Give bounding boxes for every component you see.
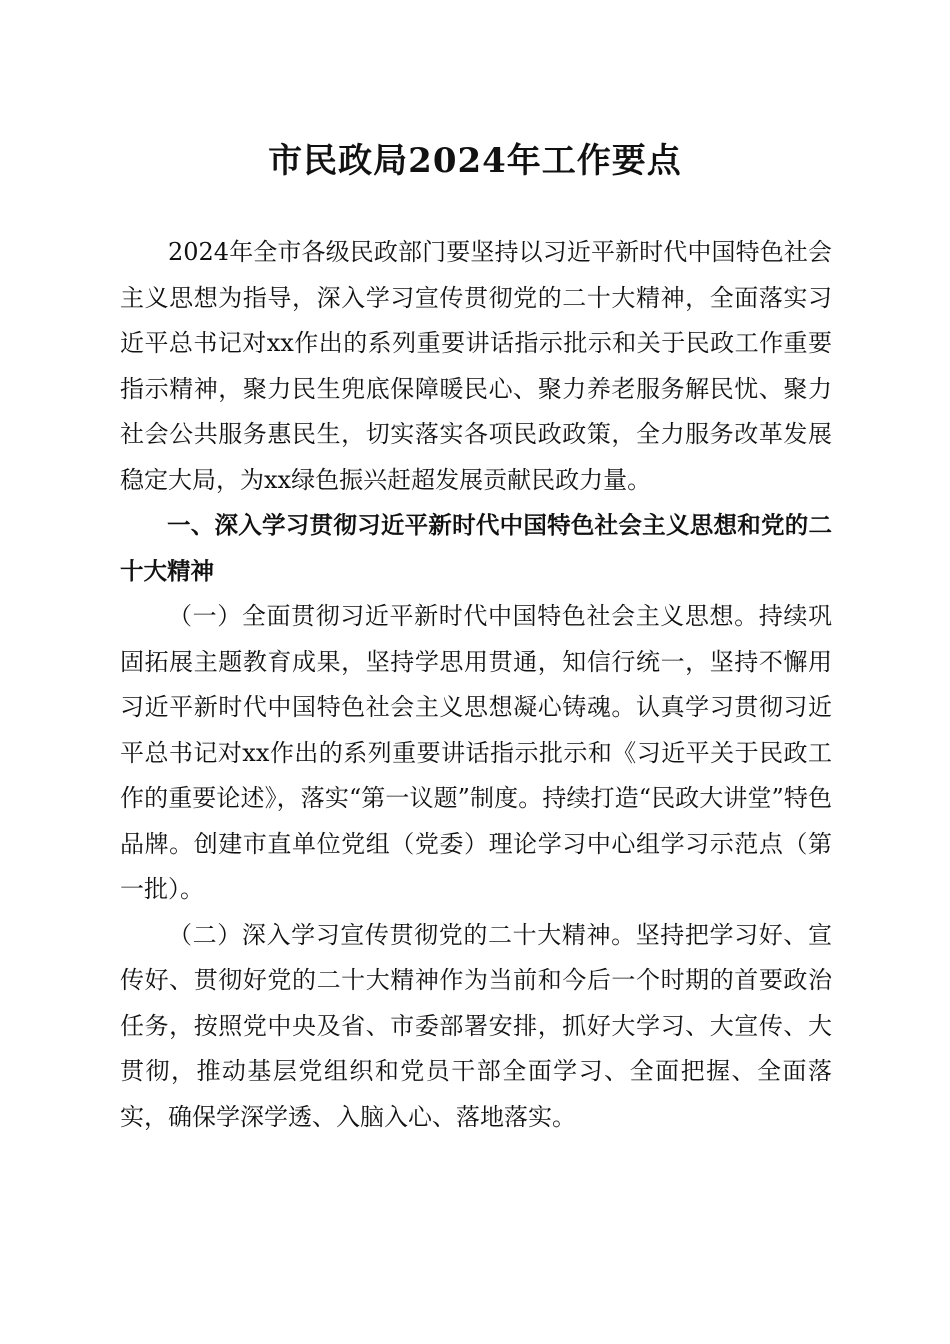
- section-heading-1: 一、深入学习贯彻习近平新时代中国特色社会主义思想和党的二十大精神: [120, 511, 832, 585]
- document-title: 市民政局2024年工作要点: [268, 141, 682, 181]
- subsection-paragraph-1: （一）全面贯彻习近平新时代中国特色社会主义思想。持续巩固拓展主题教育成果，坚持学思用贯通，知信行统一，坚持不懈用习近平新时代中国特色社会主义思想凝心铸魂。认真学习贯彻习近平总书记对xx作出的系列重要讲话指示批示和《习近平关于民政工作的重要论述》，落实“第一议题”制度。持续打造“民政大讲堂”特色品牌。创建市直单位党组（党委）理论学习中心组学习示范点（第一批）。: [120, 602, 832, 903]
- intro-paragraph: 2024年全市各级民政部门要坚持以习近平新时代中国特色社会主义思想为指导，深入学习宣传贯彻党的二十大精神，全面落实习近平总书记对xx作出的系列重要讲话指示批示和关于民政工作重要指示精神，聚力民生兜底保障暖民心、聚力养老服务解民忧、聚力社会公共服务惠民生，切实落实各项民政政策，全力服务改革发展稳定大局，为xx绿色振兴赶超发展贡献民政力量。: [120, 238, 832, 494]
- document-body: [120, 230, 832, 1140]
- subsection-paragraph-2: （二）深入学习宣传贯彻党的二十大精神。坚持把学习好、宣传好、贯彻好党的二十大精神作为当前和今后一个时期的首要政治任务，按照党中央及省、市委部署安排，抓好大学习、大宣传、大贯彻，推动基层党组织和党员干部全面学习、全面把握、全面落实，确保学深学透、入脑入心、落地落实。: [120, 920, 832, 1131]
